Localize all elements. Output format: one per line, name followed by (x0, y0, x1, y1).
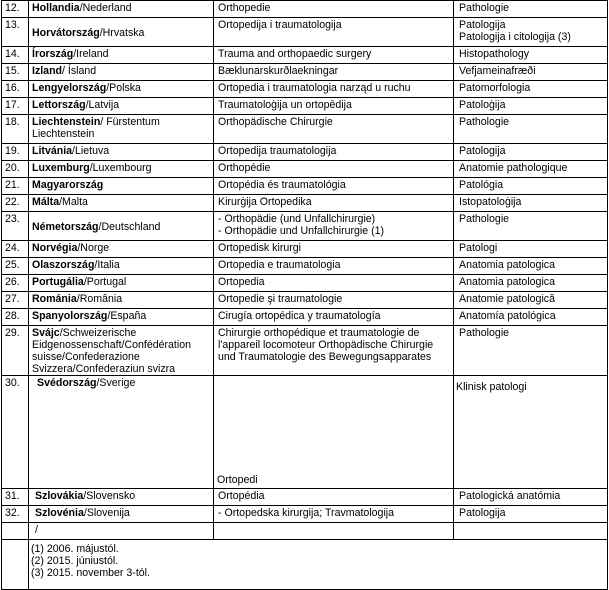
orthopedics-name (214, 18, 454, 47)
country-name-hu: Hollandia (32, 2, 80, 14)
orthopedics-name (214, 292, 454, 309)
orthopedics-name (214, 309, 454, 326)
country-name-local: Hrvatska (102, 26, 145, 39)
table-row (2, 64, 608, 81)
orthopedics-line: Cirugía ortopédica y traumatología (218, 310, 381, 322)
country-name-local: Norge (80, 242, 110, 254)
row-number: 22. (2, 195, 29, 212)
pathology-line: Patologi (459, 242, 498, 254)
pathology-name (454, 115, 608, 144)
pathology-line: Patomorfologia (459, 82, 531, 94)
country-cell: Lettország/Latvija (29, 98, 214, 115)
country-cell: Írország/Ireland (29, 47, 214, 64)
country-name-hu: Írország (32, 48, 74, 60)
orthopedics-name (214, 1, 454, 18)
country-cell: Lengyelország/Polska (29, 81, 214, 98)
orthopedics-line: Trauma and orthopaedic surgery (218, 48, 372, 60)
row-number: 15. (2, 64, 29, 81)
pathology-name (454, 309, 608, 326)
country-name-hu: Liechtenstein (32, 116, 101, 128)
pathology-name (454, 81, 608, 98)
row-number: 20. (2, 161, 29, 178)
pathology-line: Anatomia patologica (459, 276, 555, 288)
country-name-hu: Málta (32, 196, 60, 208)
orthopedics-line: Traumatoloģija un ortopēdija (218, 99, 352, 111)
country-cell: Norvégia/Norge (29, 241, 214, 258)
orthopedics-line: Ortopedisk kirurgi (218, 242, 302, 254)
country-cell: Portugália/Portugal (29, 275, 214, 292)
country-cell: Szlovénia/Slovenija (29, 506, 214, 523)
orthopedics-line: Orthopedie (218, 2, 271, 14)
table-row (2, 292, 608, 309)
table-row (2, 195, 608, 212)
country-name-local: España (110, 310, 147, 322)
pathology-name (454, 326, 608, 376)
country-name-local: Malta (62, 196, 88, 208)
pathology-line: Klinisk patologi (456, 381, 527, 393)
orthopedics-line: Chirurgie orthopédique et traumatologie de l'appareil locomoteur Orthopädische Chirurgie und Traumatologie des Bewegungsapparates (218, 327, 434, 363)
pathology-line: Patologická anatómia (459, 490, 561, 502)
row-number: 32. (2, 506, 29, 523)
orthopedics-name (214, 326, 454, 376)
country-name-local: Schweizerische Eidgenossenschaft/Confédération suisse/Confederazione Svizzera/Confederaziun svizra (32, 327, 192, 375)
row-number: 27. (2, 292, 29, 309)
footnote-spacer (2, 540, 29, 590)
country-name-hu: Norvégia (32, 242, 78, 254)
country-cell: Luxemburg/Luxembourg (29, 161, 214, 178)
orthopedics-name (214, 115, 454, 144)
country-name-local: Slovenija (86, 507, 130, 519)
country-cell: Spanyolország/España (29, 309, 214, 326)
country-cell: Svájc/Schweizerische Eidgenossenschaft/Confédération suisse/Confederazione Svizzera/Confederaziun svizra (29, 326, 214, 376)
row-number: 25. (2, 258, 29, 275)
pathology-line: Patoloģija (459, 99, 506, 111)
row-number: 17. (2, 98, 29, 115)
country-name-hu: Lengyelország (32, 82, 107, 94)
row-number: 18. (2, 115, 29, 144)
table-row (2, 212, 608, 241)
country-cell: Olaszország/Italia (29, 258, 214, 275)
pathology-name (454, 64, 608, 81)
country-cell: Liechtenstein/ Fürstentum Liechtenstein (29, 115, 214, 144)
pathology-line: Anatomie pathologique (459, 162, 568, 174)
country-cell: Németország/Deutschland (29, 212, 214, 241)
pathology-name (454, 98, 608, 115)
pathology-line: Anatomía patológica (459, 310, 556, 322)
row-number: 16. (2, 81, 29, 98)
country-name-local: Deutschland (101, 220, 161, 233)
orthopedics-name (214, 144, 454, 161)
orthopedics-line: Ortopedija traumatologija (218, 145, 337, 157)
orthopedics-line: - Orthopädie und Unfallchirurgie (1) (218, 225, 385, 237)
table-row (2, 1, 608, 18)
pathology-line: Pathologie (459, 213, 510, 225)
orthopedics-line: Ortopedi (217, 474, 258, 486)
pathology-name (454, 47, 608, 64)
pathology-line: Patologija (459, 19, 506, 31)
country-name-local: Lietuva (75, 145, 110, 157)
pathology-name (454, 292, 608, 309)
table-row (2, 115, 608, 144)
table-row (2, 275, 608, 292)
orthopedics-line: Ortopedia (218, 276, 265, 288)
country-cell: Szlovákia/Slovensko (29, 489, 214, 506)
pathology-name (454, 275, 608, 292)
pathology-line: Patologija (459, 145, 506, 157)
country-cell: / (29, 523, 214, 540)
pathology-line: Patologija i citologija (3) (459, 31, 571, 43)
table-row (2, 523, 608, 540)
orthopedics-line: - Ortopedska kirurgija; Travmatologija (218, 507, 395, 519)
country-cell: Horvátország/Hrvatska (29, 18, 214, 47)
pathology-name (454, 523, 608, 540)
country-cell: Hollandia/Nederland (29, 1, 214, 18)
orthopedics-name (214, 523, 454, 540)
country-name-hu: Szlovákia (35, 490, 84, 502)
country-name-local: Fürstentum Liechtenstein (32, 116, 160, 140)
pathology-name (454, 161, 608, 178)
pathology-line: Anatomie patologică (459, 293, 555, 305)
country-cell: Izland/ Ísland (29, 64, 214, 81)
table-row (2, 81, 608, 98)
pathology-line: Patologija (459, 507, 506, 519)
orthopedics-name (214, 81, 454, 98)
orthopedics-name (214, 376, 454, 489)
pathology-line: Pathologie (459, 327, 510, 339)
footnotes-row (2, 540, 608, 590)
country-name-hu: Portugália (32, 276, 84, 288)
pathology-name (454, 241, 608, 258)
pathology-line: Pathologie (459, 116, 510, 128)
country-cell: Málta/Malta (29, 195, 214, 212)
footnote: (3) 2015. november 3-tól. (31, 567, 150, 579)
table-row (2, 506, 608, 523)
row-number: 14. (2, 47, 29, 64)
row-number: 28. (2, 309, 29, 326)
row-number: 30. (2, 376, 29, 489)
country-name-local: Nederland (82, 2, 132, 14)
pathology-name (454, 1, 608, 18)
pathology-name (454, 144, 608, 161)
pathology-line: Histopathology (459, 48, 530, 60)
country-name-local: Sverige (99, 377, 136, 389)
row-number: 23. (2, 212, 29, 241)
footnotes-cell (29, 540, 608, 590)
pathology-name (454, 195, 608, 212)
country-name-hu: Izland (32, 65, 63, 77)
pathology-name (454, 376, 608, 489)
orthopedics-line: Ortopedia e traumatologia (218, 259, 341, 271)
row-number: 12. (2, 1, 29, 18)
orthopedics-name (214, 275, 454, 292)
table-row (2, 18, 608, 47)
pathology-line: Vefjameinafræði (459, 65, 536, 77)
pathology-line: Anatomia patologica (459, 259, 555, 271)
row-number: 31. (2, 489, 29, 506)
orthopedics-name (214, 258, 454, 275)
row-number: 24. (2, 241, 29, 258)
orthopedics-name (214, 506, 454, 523)
footnote: (1) 2006. májustól. (31, 543, 119, 555)
orthopedics-line: Ortopédia és traumatológia (218, 179, 346, 191)
orthopedics-line: Ortopédia (218, 490, 265, 502)
table-row (2, 144, 608, 161)
country-name-hu: Litvánia (32, 145, 73, 157)
orthopedics-name (214, 195, 454, 212)
orthopedics-line: Ortopedie şi traumatologie (218, 293, 343, 305)
orthopedics-name (214, 47, 454, 64)
specialty-table (1, 0, 608, 590)
row-number: 29. (2, 326, 29, 376)
footnote: (2) 2015. júniustól. (31, 555, 119, 567)
table-row (2, 161, 608, 178)
orthopedics-name (214, 64, 454, 81)
country-name-hu: Svájc (32, 327, 60, 339)
country-name-hu: Németország (32, 220, 99, 233)
country-name-hu: Szlovénia (35, 507, 84, 519)
orthopedics-name (214, 212, 454, 241)
table-row (2, 376, 608, 489)
country-cell: Románia/România (29, 292, 214, 309)
country-cell: Litvánia/Lietuva (29, 144, 214, 161)
orthopedics-name (214, 98, 454, 115)
country-name-hu: Lettország (32, 99, 86, 111)
country-name-hu: Horvátország (32, 26, 100, 39)
country-name-hu: Svédország (37, 377, 97, 389)
country-name-local: România (79, 293, 123, 305)
country-name-local: Latvija (88, 99, 120, 111)
orthopedics-name (214, 178, 454, 195)
country-name-local: Luxembourg (92, 162, 152, 174)
orthopedics-line: Kirurġija Ortopedika (218, 196, 312, 208)
orthopedics-line: Orthopédie (218, 162, 271, 174)
pathology-line: Patológia (459, 179, 504, 191)
country-name-local: Portugal (86, 276, 127, 288)
country-name-hu: Spanyolország (32, 310, 108, 322)
orthopedics-line: - Orthopädie (und Unfallchirurgie) (218, 213, 376, 225)
pathology-name (454, 178, 608, 195)
country-name-local: Slovensko (86, 490, 136, 502)
country-name-hu: Románia (32, 293, 77, 305)
row-number: 26. (2, 275, 29, 292)
row-number (2, 523, 29, 540)
pathology-line: Pathologie (459, 2, 510, 14)
pathology-name (454, 212, 608, 241)
table-row (2, 309, 608, 326)
row-number: 21. (2, 178, 29, 195)
table-row (2, 258, 608, 275)
country-name-hu: Magyarország (32, 179, 104, 191)
row-number: 13. (2, 18, 29, 47)
table-row (2, 326, 608, 376)
pathology-line: Istopatoloġija (459, 196, 522, 208)
country-name-local: Polska (109, 82, 141, 94)
country-name-hu: Luxemburg (32, 162, 90, 174)
orthopedics-name (214, 489, 454, 506)
country-cell: Svédország/Sverige (29, 376, 214, 489)
orthopedics-line: Ortopedia i traumatologia narząd u ruchu (218, 82, 411, 94)
orthopedics-line: Ortopedija i traumatologija (218, 19, 342, 31)
table-row (2, 241, 608, 258)
orthopedics-name (214, 161, 454, 178)
table-row (2, 178, 608, 195)
country-name-local: Italia (97, 259, 120, 271)
table-row (2, 98, 608, 115)
pathology-name (454, 489, 608, 506)
country-name-local: Ísland (64, 65, 97, 77)
country-name-local: Ireland (76, 48, 109, 60)
row-number: 19. (2, 144, 29, 161)
table-row (2, 47, 608, 64)
pathology-name (454, 258, 608, 275)
pathology-name (454, 18, 608, 47)
country-cell (29, 178, 214, 195)
orthopedics-line: Bæklunarskurðlaekningar (218, 65, 339, 77)
orthopedics-line: Orthopädische Chirurgie (218, 116, 333, 128)
table-row (2, 489, 608, 506)
pathology-name (454, 506, 608, 523)
country-name-hu: Olaszország (32, 259, 95, 271)
orthopedics-name (214, 241, 454, 258)
